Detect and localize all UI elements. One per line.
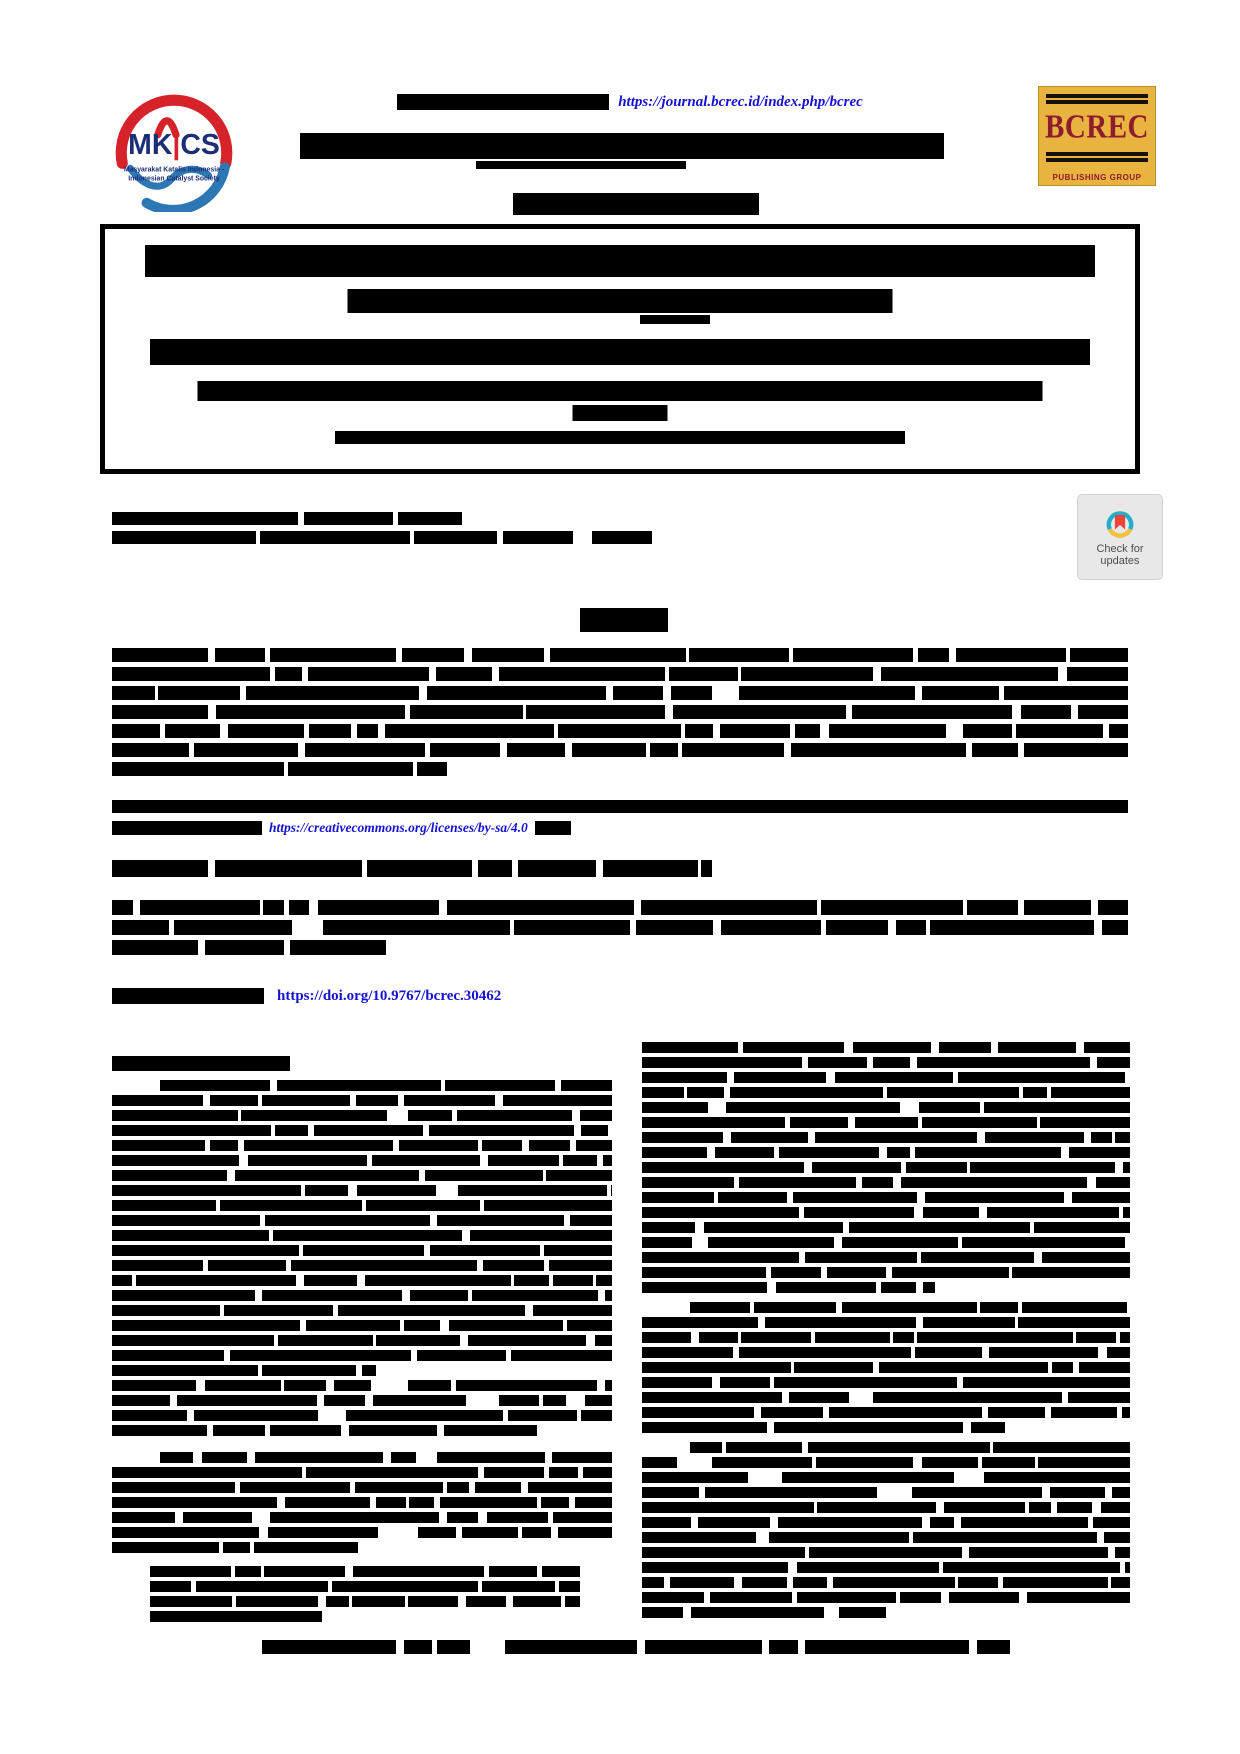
available-online-line xyxy=(250,92,1010,112)
redacted-available-online-label xyxy=(397,94,609,110)
redaction-line xyxy=(642,1207,1130,1218)
redaction-line xyxy=(642,1472,1130,1483)
crossmark-icon xyxy=(1100,507,1140,541)
redaction-line xyxy=(112,667,1128,681)
redaction-line xyxy=(112,860,712,877)
redaction-line xyxy=(112,1260,612,1271)
redaction-line xyxy=(642,1362,1130,1373)
redaction-line xyxy=(642,1407,1130,1418)
redaction-line xyxy=(642,1192,1130,1203)
redacted-right-column-paragraph-2 xyxy=(642,1302,1130,1433)
redaction-line xyxy=(642,1547,1130,1558)
redaction-line xyxy=(642,1377,1130,1388)
redacted-left-column-paragraph-1 xyxy=(112,1080,612,1436)
crossmark-label: Check for updates xyxy=(1096,542,1144,567)
redaction-line xyxy=(112,1497,612,1508)
redacted-copyright-line1 xyxy=(112,800,1128,813)
redaction-line xyxy=(642,1267,1130,1278)
redaction-line xyxy=(642,1237,1130,1248)
redaction-line xyxy=(150,1596,580,1607)
redaction-line xyxy=(642,1332,1130,1343)
mkics-caption-2: Indonesian Catalyst Society xyxy=(128,175,220,183)
redaction-line xyxy=(112,920,1128,935)
redaction-line xyxy=(112,1425,612,1436)
redaction-line xyxy=(160,1452,612,1463)
redaction-line xyxy=(112,512,787,525)
redaction-line xyxy=(642,1517,1130,1528)
redaction-line xyxy=(642,1347,1130,1358)
redaction-line xyxy=(642,1147,1130,1158)
bcrec-caption: PUBLISHING GROUP xyxy=(1052,173,1142,182)
redaction-line xyxy=(112,1335,612,1346)
redaction-line xyxy=(112,1365,612,1376)
redaction-line xyxy=(112,1410,612,1421)
redaction-line xyxy=(112,1140,612,1151)
redaction-line xyxy=(642,1532,1130,1543)
license-line xyxy=(112,819,571,837)
redaction-line xyxy=(642,1117,1130,1128)
redacted-affiliation-line1 xyxy=(198,381,1043,401)
redaction-line xyxy=(112,648,1128,662)
redaction-line xyxy=(642,1102,1130,1113)
redaction-line xyxy=(112,1380,612,1391)
redaction-line xyxy=(112,743,1128,757)
redacted-abstract-heading xyxy=(580,608,668,632)
redaction-line xyxy=(642,1042,1130,1053)
redaction-line xyxy=(112,1170,612,1181)
redaction-line xyxy=(112,1230,612,1241)
redaction-line xyxy=(642,1222,1130,1233)
redaction-line xyxy=(642,1392,1130,1403)
redaction-line xyxy=(150,1566,580,1577)
doi-link[interactable]: https://doi.org/10.9767/bcrec.30462 xyxy=(277,987,502,1004)
redaction-line xyxy=(112,1110,612,1121)
redaction-line xyxy=(690,1442,1130,1453)
redacted-license-suffix xyxy=(535,821,571,835)
redacted-article-type-line xyxy=(513,193,759,215)
redaction-line xyxy=(112,1395,612,1406)
redacted-right-column-paragraph-3 xyxy=(642,1442,1130,1618)
redaction-line xyxy=(112,1350,612,1361)
redaction-line xyxy=(160,1080,612,1091)
redaction-line xyxy=(642,1457,1130,1468)
redaction-line xyxy=(112,1527,612,1538)
bcrec-logo xyxy=(1038,86,1156,186)
redacted-title-subscript xyxy=(640,315,710,324)
redaction-line xyxy=(112,762,1128,776)
check-for-updates-badge[interactable] xyxy=(1077,494,1163,580)
redaction-line xyxy=(112,1482,612,1493)
redaction-line xyxy=(112,940,1128,955)
redaction-line xyxy=(112,1155,612,1166)
redaction-line xyxy=(112,686,1128,700)
redaction-line xyxy=(112,1290,612,1301)
redaction-line xyxy=(642,1317,1130,1328)
redacted-introduction-heading xyxy=(112,1056,290,1071)
redacted-article-title-line2 xyxy=(348,289,893,313)
redacted-affiliation-line2 xyxy=(573,405,668,421)
bcrec-wordmark: BCREC xyxy=(1044,109,1149,146)
redaction-line xyxy=(112,1542,612,1553)
bcrec-bottom-stripes xyxy=(1039,150,1155,164)
doi-line xyxy=(112,986,501,1006)
title-box xyxy=(100,224,1140,474)
redacted-footer-line xyxy=(262,1640,1010,1654)
redaction-line xyxy=(112,1512,612,1523)
redacted-keywords-line xyxy=(112,860,712,877)
redaction-line xyxy=(112,1125,612,1136)
redacted-right-column-paragraph-1 xyxy=(642,1042,1130,1293)
redaction-line xyxy=(642,1132,1130,1143)
redaction-line xyxy=(112,1215,612,1226)
license-link[interactable]: https://creativecommons.org/licenses/by-sa/4.0 xyxy=(269,820,528,835)
redaction-line xyxy=(642,1177,1130,1188)
redaction-line xyxy=(642,1072,1130,1083)
redacted-authors-line xyxy=(150,339,1090,365)
redaction-line xyxy=(642,1252,1130,1263)
mkics-logo xyxy=(108,74,240,212)
redacted-abstract-paragraph xyxy=(112,648,1128,776)
redaction-line xyxy=(642,1422,1130,1433)
redacted-license-prefix xyxy=(112,821,262,835)
redaction-line xyxy=(690,1302,1130,1313)
redaction-line xyxy=(642,1502,1130,1513)
redacted-how-to-cite xyxy=(112,900,1128,955)
redaction-line xyxy=(112,1467,612,1478)
redaction-line xyxy=(642,1592,1130,1603)
redaction-line xyxy=(150,1581,580,1592)
redaction-line xyxy=(112,1275,612,1286)
redacted-article-title-line1 xyxy=(145,245,1095,277)
redaction-line xyxy=(112,531,787,544)
redaction-line xyxy=(112,1320,612,1331)
redacted-journal-title-line xyxy=(300,133,944,159)
redaction-line xyxy=(642,1577,1130,1588)
redaction-line xyxy=(112,705,1128,719)
redaction-line xyxy=(112,900,1128,915)
redaction-line xyxy=(112,1245,612,1256)
redaction-line xyxy=(642,1607,1130,1618)
redaction-line xyxy=(262,1640,1010,1654)
redaction-line xyxy=(642,1282,1130,1293)
journal-home-link[interactable]: https://journal.bcrec.id/index.php/bcrec xyxy=(618,93,863,110)
mkics-acronym: MK|CS xyxy=(128,129,220,162)
redaction-line xyxy=(112,1200,612,1211)
redacted-permalink-label xyxy=(112,988,264,1004)
bcrec-top-stripes xyxy=(1039,92,1155,106)
redacted-left-column-paragraph-3 xyxy=(150,1566,580,1622)
redaction-line xyxy=(642,1562,1130,1573)
redacted-left-column-paragraph-2 xyxy=(112,1452,612,1553)
redaction-line xyxy=(642,1487,1130,1498)
redaction-line xyxy=(642,1087,1130,1098)
redaction-line xyxy=(112,724,1128,738)
redacted-article-history xyxy=(112,512,787,544)
redaction-line xyxy=(112,1305,612,1316)
redacted-correspondence-line xyxy=(335,431,905,444)
redacted-journal-title-descenders xyxy=(476,161,686,169)
header-center xyxy=(250,92,1010,112)
redaction-line xyxy=(150,1611,580,1622)
redaction-line xyxy=(112,1095,612,1106)
mkics-caption-1: Masyarakat Katalis Indonesia - xyxy=(123,166,225,174)
redaction-line xyxy=(112,1185,612,1196)
redaction-line xyxy=(642,1057,1130,1068)
redaction-line xyxy=(642,1162,1130,1173)
